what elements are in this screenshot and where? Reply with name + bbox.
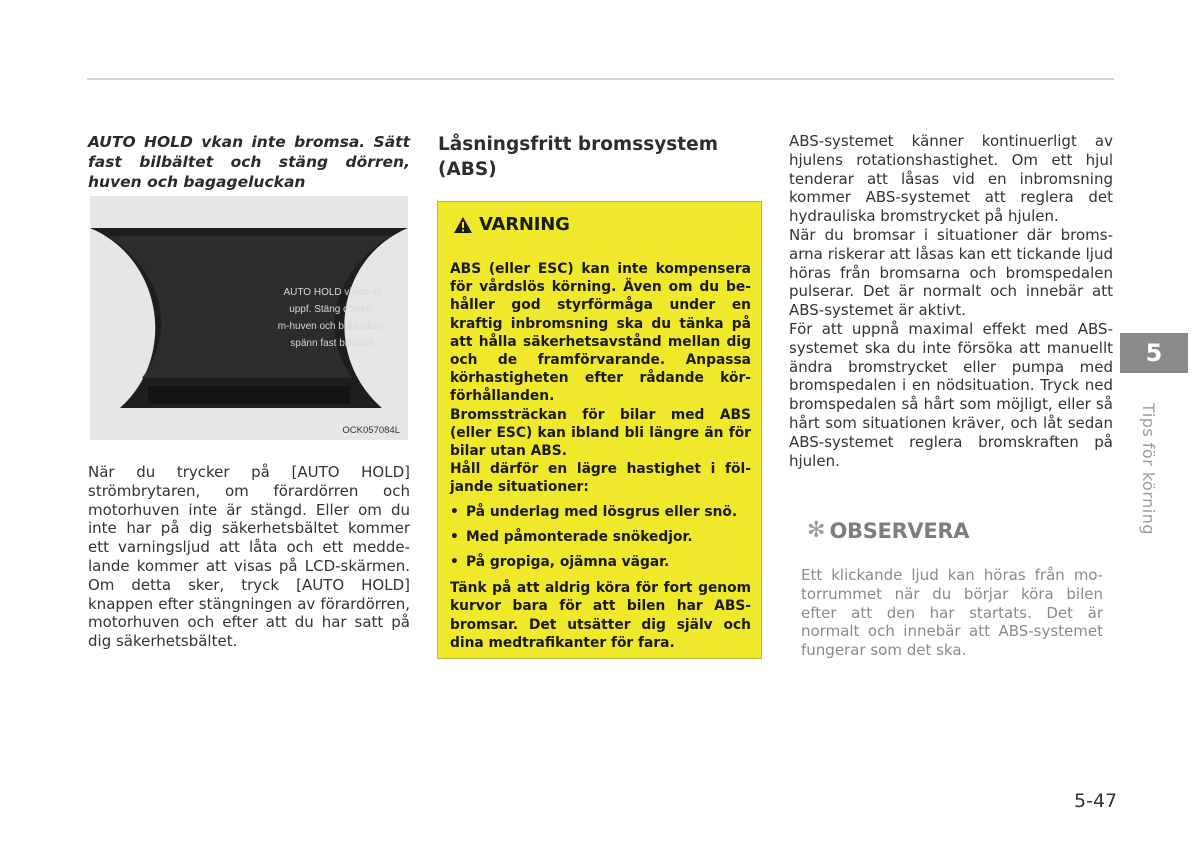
- warning-paragraph: Bromssträckan för bilar med ABS (eller ESC) kan ibland bli längre än för bilar utan ABS.: [450, 406, 751, 460]
- warning-title: VARNING: [479, 214, 570, 235]
- warning-bullet: • På underlag med lösgrus eller snö.: [450, 503, 751, 521]
- chapter-number: 5: [1145, 339, 1163, 367]
- lcd-message-figure: [90, 196, 408, 440]
- abs-paragraph: När du bromsar i situationer där bromsarna riskerar att låsas kan ett tickande ljud höras från bromsarna och bromspedalen pulserar. Det är normalt och innebär att ABS-systemet är aktivt.: [789, 225, 1113, 320]
- observera-body: Ett klickande ljud kan höras från motorrummet när du börjar köra bilen efter att den har startats. Det är normalt och innebär att ABS-systemet fungerar som det ska.: [801, 566, 1103, 660]
- warning-bullet: • Med påmonterade snökedjor.: [450, 528, 751, 546]
- warning-paragraph: Håll därför en lägre hastighet i följande situationer:: [450, 461, 751, 496]
- warning-triangle-icon: [453, 216, 473, 234]
- warning-body: [450, 260, 751, 652]
- chapter-tab: [1120, 333, 1188, 373]
- abs-paragraph: ABS-systemet känner kontinuerligt av hjulens rotationshastighet. Om ett hjul tenderar att låsas vid en inbromsning kommer ABS-systemet att reglera det hydrauliska bromstrycket på hjulen.: [789, 132, 1113, 226]
- warning-bullet-list: [450, 503, 751, 572]
- warning-bullet: • På gropiga, ojämna vägar.: [450, 553, 751, 571]
- lcd-line: AUTO HOLD villkor ej: [283, 287, 381, 298]
- header-rule: [87, 78, 1114, 80]
- auto-hold-heading: AUTO HOLD vkan inte bromsa. Sätt fast bilbältet och stäng dörren, huven och bagageluckan: [88, 133, 410, 191]
- abs-description: [789, 132, 1113, 470]
- abs-section-title: Låsningsfritt bromssystem (ABS): [438, 134, 718, 180]
- warning-closing: Tänk på att aldrig köra för fort genom kurvor bara för att bilen har ABS-bromsar. Det utsätter dig själv och dina medtrafikanter för fara.: [450, 580, 751, 651]
- lcd-message: [240, 284, 424, 352]
- lcd-line: spänn fast bilbältet: [290, 338, 374, 349]
- asterisk-icon: ✻: [807, 518, 826, 543]
- lcd-line: uppf. Stäng dörren,: [289, 304, 375, 315]
- abs-paragraph: För att uppnå maximal effekt med ABS-systemet ska du inte försöka att manuellt ändra bromstrycket eller pumpa med bromspedalen i en nödsituation. Tryck ned bromspedalen så hårt som möjligt, eller så hårt som situationen kräver, och låt sedan ABS-systemet reglera bromskraften på hjulen.: [789, 319, 1113, 470]
- lcd-line: m-huven och bakluckan,: [277, 321, 387, 332]
- warning-box: [437, 201, 762, 659]
- observera-header: [807, 518, 969, 543]
- warning-header: [453, 214, 570, 235]
- figure-code: OCK057084L: [342, 425, 400, 436]
- chapter-label: Tips för körning: [1139, 402, 1158, 536]
- auto-hold-description: När du trycker på [AUTO HOLD] strömbrytaren, om förardörren och motorhuven inte är stängd. Eller om du inte har på dig säkerhetsbältet kommer ett varningsljud att låta och ett meddelande kommer att visas på LCD-skärmen. Om detta sker, tryck [AUTO HOLD] knappen efter stängningen av förardörren, motorhuven och efter att du har satt på dig säkerhetsbältet.: [88, 463, 410, 651]
- page-number: 5-47: [1074, 790, 1118, 812]
- warning-paragraph: ABS (eller ESC) kan inte kompensera för vårdslös körning. Även om du behåller god styrförmåga under en kraftig inbromsning ska du tänka på att hålla säkerhetsavstånd mellan dig och de framförvarande. Anpassa körhastigheten efter rådande körförhållanden.: [450, 261, 751, 405]
- observera-title: OBSERVERA: [829, 518, 970, 543]
